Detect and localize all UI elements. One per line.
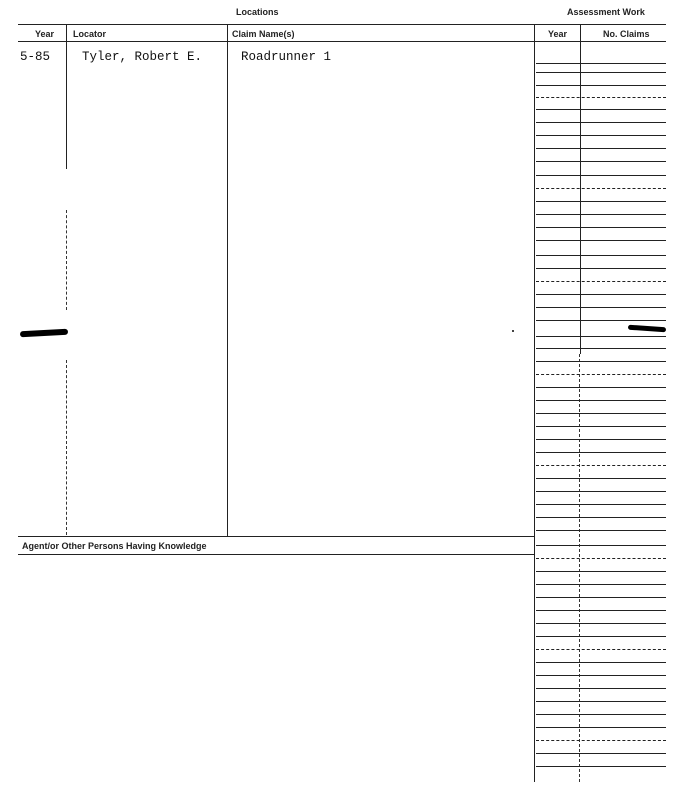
assessment-row-line — [536, 452, 666, 453]
assessment-row-line — [536, 545, 666, 546]
assessment-row-line — [536, 584, 666, 585]
assessment-row-line — [536, 387, 666, 388]
assessment-row-line — [536, 636, 666, 637]
assessment-row-line — [536, 85, 666, 86]
divider-assessment-year-claims — [580, 24, 581, 354]
assessment-row-line — [536, 517, 666, 518]
column-header-locator: Locator — [73, 29, 107, 39]
entry-year: 5-85 — [20, 50, 51, 64]
divider-locator-claims — [227, 24, 228, 536]
assessment-row-line — [536, 268, 666, 269]
divider-year-locator-lower — [66, 210, 67, 310]
header-bottom-rule — [18, 41, 666, 42]
entry-claim-name: Roadrunner 1 — [241, 50, 332, 64]
assessment-row-line — [536, 294, 666, 295]
assessment-row-line — [536, 307, 666, 308]
assessment-work-title: Assessment Work — [567, 7, 645, 17]
assessment-row-line — [536, 675, 666, 676]
assessment-row-line — [536, 214, 666, 215]
assessment-row-line — [536, 740, 666, 741]
assessment-row-line — [536, 348, 666, 349]
assessment-row-line — [536, 336, 666, 337]
column-header-no-claims: No. Claims — [603, 29, 650, 39]
column-header-year: Year — [35, 29, 55, 39]
assessment-row-line — [536, 465, 666, 466]
column-header-assessment-year: Year — [548, 29, 568, 39]
assessment-row-line — [536, 175, 666, 176]
assessment-row-line — [536, 649, 666, 650]
assessment-row-line — [536, 439, 666, 440]
assessment-row-line — [536, 701, 666, 702]
assessment-row-line — [536, 558, 666, 559]
divider-year-locator — [66, 24, 67, 169]
agent-bottom-rule — [18, 554, 534, 555]
entry-locator: Tyler, Robert E. — [82, 50, 203, 64]
divider-assessment-year-claims-lower — [579, 354, 580, 782]
assessment-row-line — [536, 97, 666, 98]
assessment-row-line — [536, 227, 666, 228]
assessment-row-line — [536, 478, 666, 479]
assessment-row-line — [536, 400, 666, 401]
assessment-row-line — [536, 766, 666, 767]
assessment-row-line — [536, 662, 666, 663]
assessment-row-line — [536, 530, 666, 531]
assessment-row-line — [536, 727, 666, 728]
assessment-row-line — [536, 281, 666, 282]
assessment-row-line — [536, 63, 666, 64]
assessment-row-line — [536, 426, 666, 427]
scan-dot — [512, 330, 514, 332]
assessment-row-line — [536, 374, 666, 375]
assessment-row-line — [536, 122, 666, 123]
scan-mark-left — [20, 329, 68, 338]
assessment-row-line — [536, 188, 666, 189]
scan-mark-right — [628, 325, 666, 333]
agent-top-rule — [18, 536, 534, 537]
assessment-row-line — [536, 135, 666, 136]
assessment-row-line — [536, 72, 666, 73]
assessment-row-line — [536, 623, 666, 624]
assessment-row-line — [536, 255, 666, 256]
assessment-row-line — [536, 109, 666, 110]
assessment-row-line — [536, 597, 666, 598]
assessment-row-line — [536, 714, 666, 715]
assessment-row-line — [536, 148, 666, 149]
assessment-row-line — [536, 571, 666, 572]
assessment-row-line — [536, 161, 666, 162]
column-header-claim-names: Claim Name(s) — [232, 29, 295, 39]
divider-year-locator-bottom — [66, 360, 67, 535]
assessment-row-line — [536, 361, 666, 362]
header-top-rule — [18, 24, 666, 25]
assessment-row-line — [536, 610, 666, 611]
assessment-row-line — [536, 753, 666, 754]
assessment-row-line — [536, 320, 666, 321]
assessment-row-line — [536, 491, 666, 492]
locations-title: Locations — [236, 7, 279, 17]
assessment-row-line — [536, 504, 666, 505]
assessment-row-line — [536, 413, 666, 414]
assessment-row-line — [536, 688, 666, 689]
assessment-row-line — [536, 240, 666, 241]
agent-label: Agent/or Other Persons Having Knowledge — [22, 541, 207, 551]
divider-claims-assessment — [534, 24, 535, 782]
assessment-row-line — [536, 201, 666, 202]
